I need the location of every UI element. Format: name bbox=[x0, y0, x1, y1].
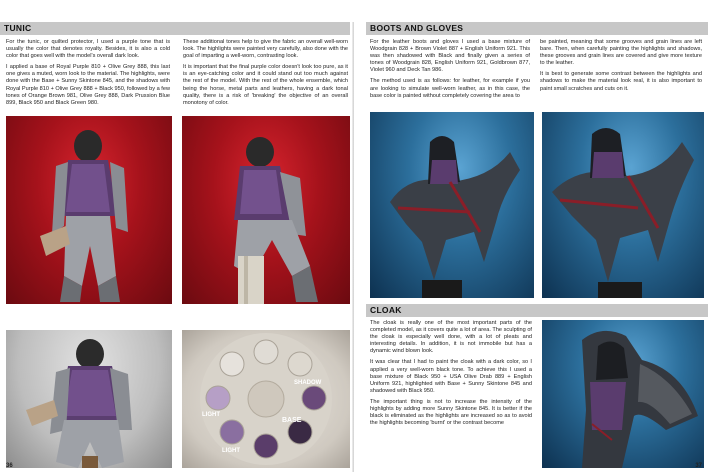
paragraph: The important thing is not to increase the intensity of the highlights by adding more Sunny Skintone 845. It is better if the black is eliminated as the highlights are increased so as to avoid the highlights becoming 'burnt' or the contrast become bbox=[370, 398, 532, 427]
cloak-illustration bbox=[542, 320, 704, 468]
section-header-cloak bbox=[366, 304, 708, 317]
palette-label-base: BASE bbox=[282, 417, 302, 424]
knight-figure-illustration bbox=[6, 330, 172, 468]
palette-label-light: LIGHT bbox=[202, 412, 220, 418]
knight-figure-illustration bbox=[6, 116, 172, 304]
paragraph: For the tunic, or quilted protector, I used a purple tone that is usually the color that denotes royalty. Besides, it is also a cold color that goes well with the model's overall dark look. bbox=[6, 39, 170, 60]
palette-label-shadow: SHADOW bbox=[294, 380, 322, 386]
section-title-tunic: TUNIC bbox=[4, 23, 32, 33]
paragraph: For the leather boots and gloves I used a base mixture of Woodgrain 828 + Brown Violet 887 + English Uniform 921. This was then shadowed with Black and finally given a series of tones of Woodgrain 828, English Uniform 921, Goldbrown 877, Violet 960 and Deck Tan 986. bbox=[370, 39, 530, 74]
paragraph: These additional tones help to give the fabric an overall well-worn look. The highlights were painted very carefully, also done with the goal of imparting a well-worn, contrasting look. bbox=[183, 39, 348, 60]
photo-knight-closeup bbox=[6, 330, 172, 468]
text-column-cloak bbox=[370, 320, 532, 431]
paragraph: It was clear that I had to paint the cloak with a dark color, so I applied a very well-worn black tone. To achieve this I used a base mixture of Black 950 + USA Olive Drab 889 + English Uniform 921, highlighted with Base + Sunny Skintone 845 and shadowed with Black 950. bbox=[370, 359, 532, 394]
section-header-tunic bbox=[0, 22, 350, 35]
section-title-boots-gloves: BOOTS AND GLOVES bbox=[370, 23, 464, 33]
palette-label-light: LIGHT bbox=[222, 448, 240, 454]
palette-illustration bbox=[182, 330, 350, 468]
paragraph: be painted, meaning that some grooves and grain lines are left bare. Then, when carefully painting the highlights and shadows, these grooves and grain lines are covered and give more texture to the leather. bbox=[540, 39, 702, 67]
text-column-1 bbox=[370, 39, 530, 104]
photo-horse-rider-right bbox=[542, 112, 704, 298]
paragraph: The method used is as follows: for leather, for example if you are looking to simulate well-worn leather, as in this case, the base color is painted without completely covering the area to bbox=[370, 78, 530, 99]
left-page bbox=[0, 22, 354, 472]
knight-figure-illustration bbox=[182, 116, 350, 304]
right-page bbox=[354, 22, 708, 472]
photo-horse-rider-left bbox=[370, 112, 534, 298]
horse-rider-illustration bbox=[542, 112, 704, 298]
horse-rider-illustration bbox=[370, 112, 534, 298]
photo-paint-palette bbox=[182, 330, 350, 468]
page-number: 36 bbox=[6, 463, 13, 469]
photo-knight-side bbox=[182, 116, 350, 304]
photo-cloak-detail bbox=[542, 320, 704, 468]
text-column-2 bbox=[183, 39, 348, 111]
paragraph: I applied a base of Royal Purple 810 + Olive Grey 888, this last one gives a muted, worn look to the material. The highlights, were done with the Base + Sunny Skintone 845, and the shadows with Royal Purple 810 + Olive Grey 888 + Black 950, followed by a few tones of Orange Brown 981, Olive Grey 888, Dark Prussion Blue 899, Black 950 and Black Green 980. bbox=[6, 64, 170, 106]
paragraph: It is best to generate some contrast between the highlights and shadows to make the material look real, it is also important to paint small scratches and cuts on it. bbox=[540, 71, 702, 92]
photo-knight-front bbox=[6, 116, 172, 304]
paragraph: It is important that the final purple color doesn't look too pure, as it is an eye-catching color and it could stand out too much against the rest of the model. With the rest of the whole ensemble, which being the horse, metal parts and leathers, having a dark tonal quality, there is a risk of 'breaking' the objective of an overall monotony of color. bbox=[183, 64, 348, 106]
section-title-cloak: CLOAK bbox=[370, 305, 402, 315]
text-column-2 bbox=[540, 39, 702, 97]
text-column-1 bbox=[6, 39, 170, 111]
section-header-boots-gloves bbox=[366, 22, 708, 35]
page-number: 37 bbox=[695, 463, 702, 469]
paragraph: The cloak is really one of the most important parts of the completed model, as it covers quite a lot of area. The sculpting of the cloak is especially well done, with a lot of pleats and interesting details. In addition, it is not immobile but has a dynamic wind blown look. bbox=[370, 320, 532, 355]
